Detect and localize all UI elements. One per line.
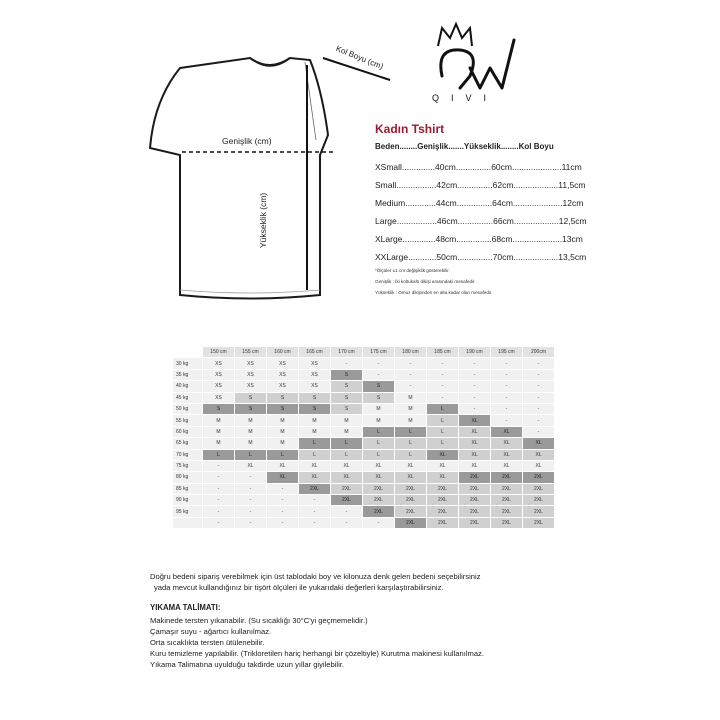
grid-size-cell: M [331,426,363,437]
grid-size-cell: XL [331,460,363,471]
grid-size-cell: - [267,506,299,517]
grid-weight-label [173,517,203,528]
washing-line: Orta sıcaklıkta tersten ütülenebilir. [150,638,265,647]
grid-size-cell: 2XL [459,483,491,494]
grid-row [173,426,555,437]
grid-size-cell: 2XL [331,495,363,506]
grid-size-cell: - [523,358,555,369]
grid-size-cell: M [331,415,363,426]
grid-height-header: 180 cm [395,347,427,358]
grid-size-cell: - [427,392,459,403]
grid-size-cell: 2XL [427,483,459,494]
washing-line: Makinede tersten yıkanabilir. (Su sıcaklığı 30°C'yi geçmemelidir.) [150,616,368,625]
grid-height-header: 150 cm [203,347,235,358]
grid-size-cell: XL [299,460,331,471]
grid-size-cell: - [523,415,555,426]
grid-height-header: 190 cm [459,347,491,358]
note-line: *Ölçüler ±1 cm değişiklik gösterebilir. [375,268,450,273]
logo-mark [441,40,514,88]
grid-size-cell: - [235,472,267,483]
grid-size-cell: S [299,403,331,414]
grid-size-cell: 2XL [363,506,395,517]
grid-size-cell: XL [459,426,491,437]
grid-size-cell: M [395,392,427,403]
grid-row [173,438,555,449]
grid-row [173,506,555,517]
grid-size-cell: - [395,381,427,392]
grid-size-cell: L [235,449,267,460]
grid-size-cell: M [363,415,395,426]
grid-size-cell: L [395,438,427,449]
grid-row [173,483,555,494]
grid-size-cell: 2XL [331,483,363,494]
grid-size-cell: S [267,392,299,403]
size-row: XLarge..............48cm...............68cm.....................13cm [375,234,583,244]
grid-height-header: 165 cm [299,347,331,358]
grid-size-cell: XL [459,415,491,426]
grid-size-cell: - [459,358,491,369]
grid-size-cell: M [267,426,299,437]
grid-size-cell: L [363,438,395,449]
grid-size-cell: - [459,369,491,380]
grid-size-cell: XS [267,369,299,380]
grid-weight-label: 40 kg [173,381,203,392]
grid-size-cell: - [299,506,331,517]
grid-weight-label: 30 kg [173,358,203,369]
grid-size-cell: S [203,403,235,414]
grid-size-cell: 2XL [459,517,491,528]
grid-size-cell: 2XL [523,472,555,483]
width-label: Genişlik (cm) [222,136,272,146]
grid-height-header: 160 cm [267,347,299,358]
info-line: Doğru bedeni sipariş verebilmek için üst tablodaki boy ve kilonuza denk gelen bedeni seçebilirsiniz [150,572,481,581]
grid-size-cell: - [491,369,523,380]
grid-size-cell: M [395,415,427,426]
note-line: Yükseklik : Omuz dikişinden en alta kadar olan mesafedir. [375,290,493,295]
grid-row [173,403,555,414]
size-row: Medium.............44cm...............64cm.....................12cm [375,198,584,208]
grid-size-cell: S [363,381,395,392]
grid-size-cell: 2XL [395,483,427,494]
grid-header-row [173,347,555,358]
grid-size-cell: - [299,517,331,528]
grid-size-cell: 2XL [459,472,491,483]
grid-row [173,369,555,380]
grid-size-cell: L [299,438,331,449]
grid-size-cell: XL [427,460,459,471]
grid-size-cell: S [331,403,363,414]
grid-size-cell: 2XL [395,495,427,506]
grid-size-cell: M [235,426,267,437]
grid-size-cell: XL [523,438,555,449]
grid-weight-label: 80 kg [173,472,203,483]
grid-size-cell: XL [395,472,427,483]
size-row: XXLarge............50cm...............70cm...................13,5cm [375,252,587,262]
grid-size-cell: - [203,472,235,483]
size-table-rows [375,158,587,266]
grid-height-header: 170 cm [331,347,363,358]
grid-weight-label: 90 kg [173,495,203,506]
grid-size-cell: - [235,483,267,494]
grid-size-cell: L [331,438,363,449]
washing-title: YIKAMA TALİMATI: [150,603,221,612]
grid-size-cell: XL [395,460,427,471]
grid-size-cell: L [267,449,299,460]
grid-size-cell: XS [299,369,331,380]
grid-row [173,460,555,471]
grid-size-cell: XL [459,449,491,460]
grid-size-cell: - [523,369,555,380]
grid-size-cell: M [203,438,235,449]
grid-size-cell: XS [203,392,235,403]
grid-size-cell: M [299,415,331,426]
grid-size-cell: 2XL [363,495,395,506]
grid-size-cell: M [395,403,427,414]
grid-size-cell: 2XL [395,506,427,517]
size-row: Large.................46cm...............66cm...................12,5cm [375,216,587,226]
grid-size-cell: - [203,495,235,506]
grid-size-cell: L [203,449,235,460]
grid-size-cell: XS [299,381,331,392]
grid-size-cell: 2XL [427,495,459,506]
grid-size-cell: XL [267,472,299,483]
grid-size-cell: S [331,369,363,380]
size-grid [172,346,555,529]
size-table-title: Kadın Tshirt [375,122,445,136]
brand-logo [430,18,520,93]
grid-size-cell: - [331,517,363,528]
grid-size-cell: L [363,426,395,437]
grid-size-cell: L [427,415,459,426]
grid-size-cell: - [203,517,235,528]
grid-height-header: 200cm [523,347,555,358]
grid-size-cell: S [235,403,267,414]
grid-height-header: 175 cm [363,347,395,358]
grid-size-cell: 2XL [459,495,491,506]
grid-size-cell: S [331,392,363,403]
grid-size-cell: - [203,460,235,471]
grid-size-cell: XL [523,460,555,471]
grid-size-cell: - [267,495,299,506]
grid-size-cell: - [523,392,555,403]
grid-size-cell: - [523,403,555,414]
grid-row [173,415,555,426]
grid-size-cell: L [395,426,427,437]
grid-size-cell: XL [363,460,395,471]
grid-size-cell: XS [235,381,267,392]
sleeve-label: Kol Boyu (cm) [334,44,385,72]
grid-size-cell: 2XL [523,517,555,528]
grid-size-cell: 2XL [491,495,523,506]
grid-size-cell: - [459,392,491,403]
grid-size-cell: L [395,449,427,460]
grid-size-cell: XS [203,358,235,369]
grid-weight-label: 95 kg [173,506,203,517]
grid-size-cell: - [299,495,331,506]
grid-row [173,495,555,506]
grid-weight-label: 70 kg [173,449,203,460]
grid-size-cell: - [395,358,427,369]
grid-size-cell: - [395,369,427,380]
grid-height-header: 195 cm [491,347,523,358]
grid-size-cell: 2XL [491,506,523,517]
logo-text: QIVI [432,93,499,103]
tshirt-diagram [140,40,410,310]
washing-line: Kuru temizleme yapılabilir. (Trikloretilen hariç herhangi bir çözeltiyle) Kurutma makinesi kullanılmaz. [150,649,484,658]
grid-size-cell: - [491,381,523,392]
grid-weight-label: 55 kg [173,415,203,426]
grid-row [173,358,555,369]
grid-size-cell: 2XL [395,517,427,528]
grid-size-cell: M [299,426,331,437]
grid-size-cell: XS [267,358,299,369]
size-row: Small.................42cm...............62cm...................11,5cm [375,180,586,190]
grid-size-cell: XS [235,369,267,380]
grid-size-cell: M [203,426,235,437]
grid-size-cell: XS [299,358,331,369]
grid-size-cell: L [427,426,459,437]
size-row: XSmall..............40cm...............60cm.....................11cm [375,162,582,172]
size-table-header: Beden........Genişlik.......Yükseklik........Kol Boyu [375,142,554,151]
grid-size-cell: L [427,438,459,449]
grid-size-cell: - [235,517,267,528]
grid-weight-label: 75 kg [173,460,203,471]
grid-size-cell: XS [203,369,235,380]
grid-size-cell: - [267,483,299,494]
info-text [150,572,590,593]
grid-size-cell: - [235,506,267,517]
grid-size-cell: - [427,358,459,369]
grid-size-cell: L [363,449,395,460]
crown-icon [438,24,472,46]
grid-size-cell: 2XL [491,517,523,528]
grid-size-cell: M [267,438,299,449]
grid-height-header: 185 cm [427,347,459,358]
grid-size-cell: S [235,392,267,403]
grid-size-cell: M [235,438,267,449]
grid-size-cell: 2XL [299,483,331,494]
grid-row [173,472,555,483]
grid-size-cell: XL [491,426,523,437]
grid-size-cell: XL [459,460,491,471]
grid-size-cell: M [203,415,235,426]
grid-size-cell: - [363,369,395,380]
grid-corner [173,347,203,358]
washing-line: Çamaşır suyu - ağartıcı kullanılmaz. [150,627,272,636]
grid-size-cell: XS [267,381,299,392]
grid-size-cell: - [459,381,491,392]
info-line: yada mevcut kullandığınız bir tişört ölçüleri ile yukarıdaki değerleri karşılaştırabilirsiniz. [154,582,444,592]
grid-size-cell: XL [235,460,267,471]
grid-size-cell: - [427,381,459,392]
grid-size-cell: - [363,517,395,528]
grid-size-cell: XL [491,449,523,460]
grid-size-cell: - [491,392,523,403]
grid-size-cell: - [267,517,299,528]
grid-size-cell: - [203,506,235,517]
grid-size-cell: XL [459,438,491,449]
grid-size-cell: L [299,449,331,460]
grid-row [173,449,555,460]
grid-row [173,392,555,403]
grid-size-cell: 2XL [523,483,555,494]
grid-size-cell: - [491,415,523,426]
grid-size-cell: - [235,495,267,506]
grid-size-cell: S [363,392,395,403]
grid-weight-label: 60 kg [173,426,203,437]
grid-weight-label: 50 kg [173,403,203,414]
grid-size-cell: - [331,358,363,369]
grid-size-cell: S [299,392,331,403]
grid-size-cell: 2XL [491,472,523,483]
tshirt-outline [150,58,328,299]
grid-size-cell: - [203,483,235,494]
grid-size-cell: 2XL [427,517,459,528]
grid-size-cell: - [523,381,555,392]
grid-size-cell: L [427,403,459,414]
grid-size-cell: XL [427,472,459,483]
grid-weight-label: 85 kg [173,483,203,494]
grid-size-cell: XS [235,358,267,369]
grid-weight-label: 65 kg [173,438,203,449]
grid-size-cell: M [267,415,299,426]
grid-size-cell: 2XL [523,495,555,506]
grid-size-cell: S [267,403,299,414]
grid-size-cell: - [331,506,363,517]
grid-size-cell: M [235,415,267,426]
grid-size-cell: XL [331,472,363,483]
grid-size-cell: 2XL [491,483,523,494]
size-notes [375,265,575,298]
grid-size-cell: - [491,358,523,369]
grid-row [173,517,555,528]
grid-size-cell: 2XL [523,506,555,517]
grid-size-cell: XL [523,449,555,460]
grid-size-cell: - [523,426,555,437]
grid-height-header: 155 cm [235,347,267,358]
grid-size-cell: 2XL [363,483,395,494]
grid-size-cell: 2XL [459,506,491,517]
note-line: Genişlik : İki koltukaltı dikişi arasındaki mesafedir. [375,279,476,284]
grid-size-cell: S [331,381,363,392]
grid-size-cell: XL [491,438,523,449]
washing-instructions [150,615,590,670]
grid-size-cell: XL [363,472,395,483]
grid-size-cell: - [363,358,395,369]
grid-row [173,381,555,392]
grid-size-cell: 2XL [427,506,459,517]
grid-size-cell: M [363,403,395,414]
grid-size-cell: - [459,403,491,414]
grid-size-cell: - [427,369,459,380]
height-label: Yükseklik (cm) [258,192,268,248]
grid-weight-label: 45 kg [173,392,203,403]
grid-size-cell: XL [267,460,299,471]
grid-size-cell: L [331,449,363,460]
grid-size-cell: - [491,403,523,414]
grid-size-cell: XL [491,460,523,471]
washing-line: Yıkama Talimatına uyulduğu takdirde uzun yıllar giyilebilir. [150,660,345,669]
grid-size-cell: XS [203,381,235,392]
grid-weight-label: 35 kg [173,369,203,380]
grid-size-cell: XL [299,472,331,483]
grid-size-cell: XL [427,449,459,460]
